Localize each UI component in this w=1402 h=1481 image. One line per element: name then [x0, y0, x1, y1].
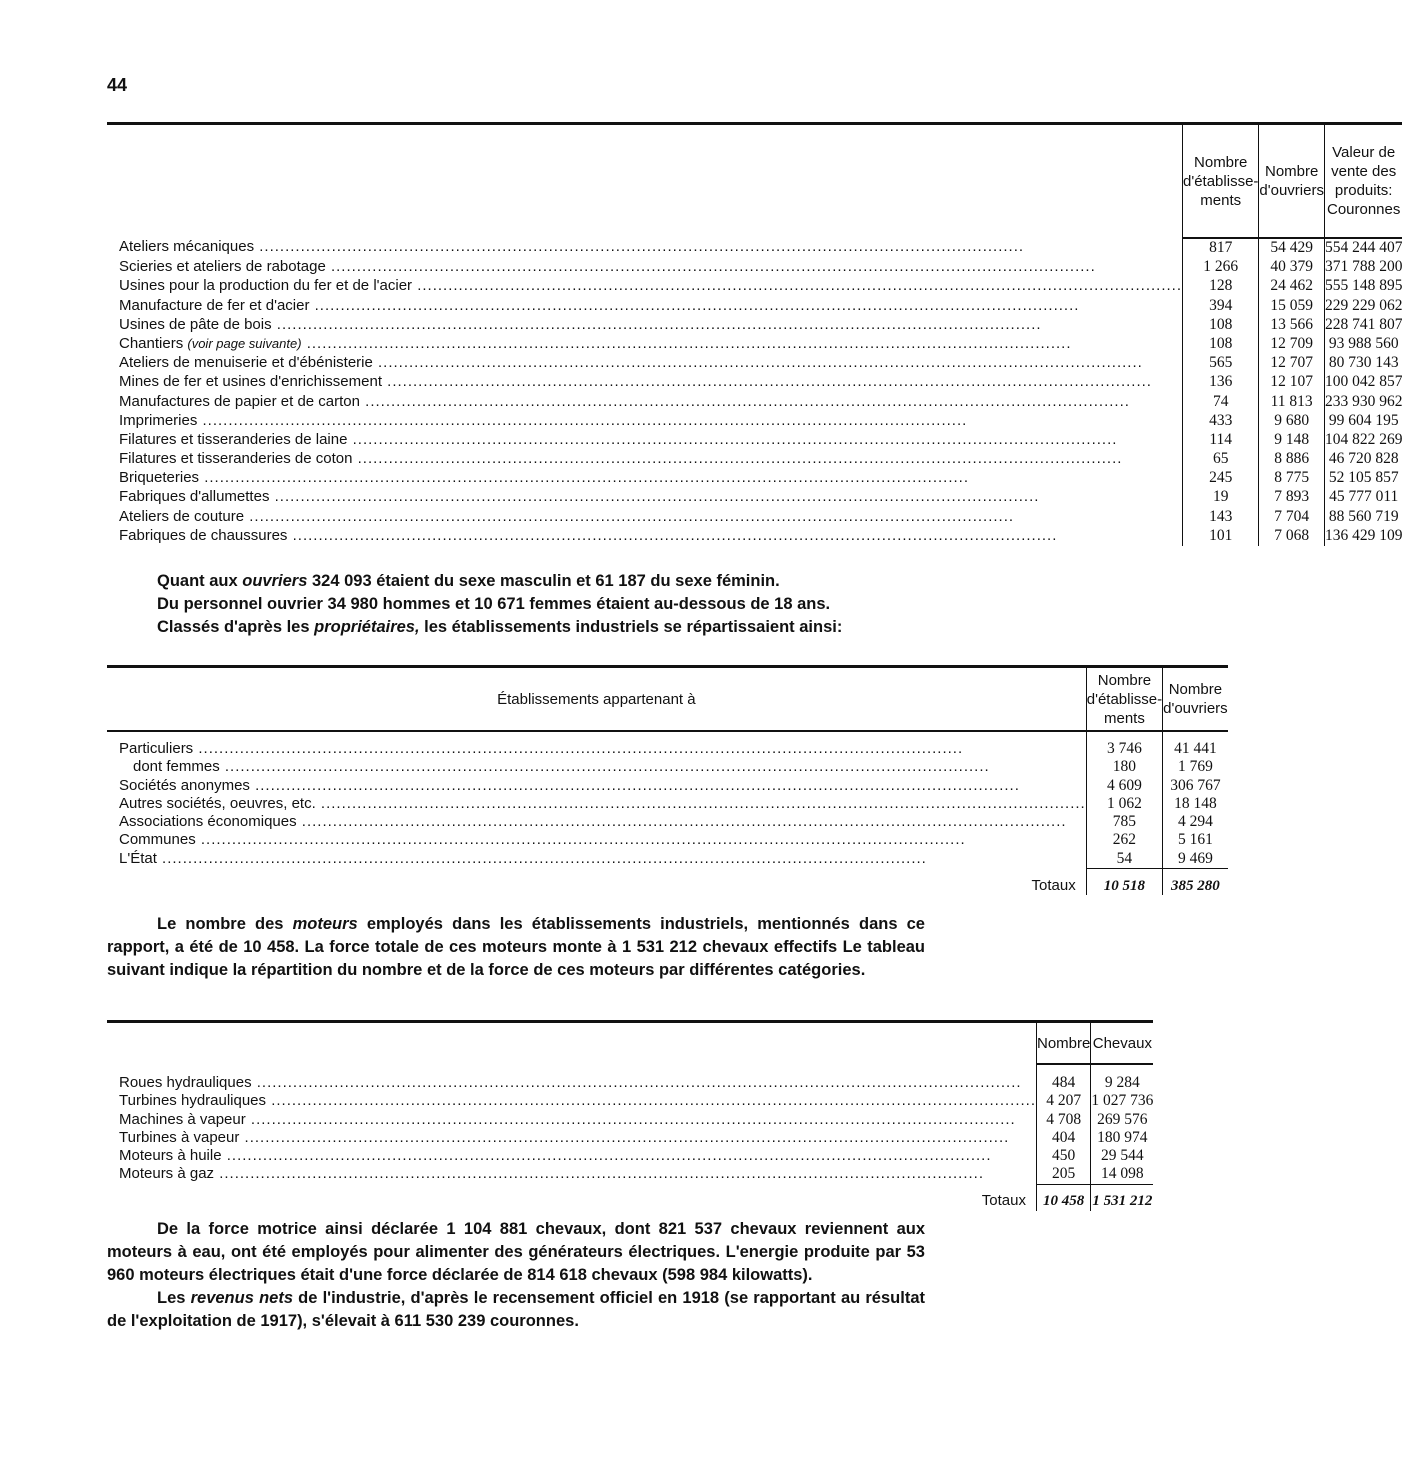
cell-c1: 565	[1183, 354, 1259, 373]
cell-c3: 228 741 807	[1324, 315, 1402, 333]
cell-c1: 143	[1183, 508, 1259, 527]
table-row	[107, 238, 1402, 258]
paragraph-motors: Le nombre des moteurs employés dans les établissements industriels, mentionnés dans ce rapport, a été de 10 458. La force totale de ces moteurs monte à 1 531 212 chevaux effectifs Le tableau suivant indique la répartition du nombre et de la force de ces moteurs par différentes catégories.	[107, 915, 925, 979]
row-label: Usines de pâte de bois .....	[107, 316, 1183, 335]
cell-c1: 74	[1183, 393, 1259, 412]
cell-c2: 11 813	[1259, 393, 1325, 412]
cell-c3: 80 730 143	[1328, 354, 1399, 372]
cell-c1: 136	[1183, 373, 1259, 392]
cell-c1: 101	[1183, 527, 1259, 546]
row-label: Chantiers (voir page suivante) .....	[107, 335, 1183, 354]
cell-c2: 7 068	[1259, 527, 1325, 546]
cell-c1: 54	[1086, 850, 1162, 869]
cell-c2: 41 441	[1174, 740, 1217, 757]
cell-c2: 180 974	[1097, 1128, 1148, 1146]
cell-c2: 8 886	[1259, 450, 1325, 469]
cell-c2: 9 469	[1177, 849, 1213, 867]
row-label: Associations économiques .....	[107, 813, 1086, 831]
row-label: Ateliers mécaniques .....	[107, 238, 1183, 258]
cell-c1: 433	[1183, 412, 1259, 431]
cell-c2: 15 059	[1259, 297, 1325, 316]
cell-c2: 7 704	[1259, 508, 1325, 527]
row-label: Fabriques de chaussures .....	[107, 527, 1183, 546]
cell-c2: 12 709	[1259, 335, 1325, 354]
paragraph-power: De la force motrice ainsi déclarée 1 104 881 chevaux, dont 821 537 chevaux reviennent aux moteurs à eau, ont été employés pour alimenter des générateurs électriques. L'energie produite par 53 960 moteurs électriques était d'une force déclarée de 814 618 chevaux (598 984 kilowatts). Les revenus nets de l'industrie, d'après le recensement officiel en 1918 (se rapportant au résultat de l'exploitation de 1917), s'élevait à 611 530 239 couronnes.	[107, 1218, 925, 1333]
row-label: Turbines hydrauliques .....	[107, 1092, 1037, 1110]
cell-c2: 54 429	[1259, 238, 1325, 258]
empty-header	[107, 1022, 1037, 1064]
page-number: 44	[107, 75, 128, 95]
cell-c1: 3 746	[1086, 740, 1162, 758]
cell-c2: 29 544	[1101, 1147, 1144, 1165]
row-label: Manufactures de papier et de carton .....	[107, 393, 1183, 412]
table-row	[107, 393, 1402, 412]
cell-c2: 9 284	[1104, 1074, 1140, 1091]
table-row	[107, 354, 1402, 373]
table-row	[107, 831, 1228, 849]
cell-c1: 128	[1183, 277, 1259, 296]
row-label: Imprimeries .....	[107, 412, 1183, 431]
table-row	[107, 508, 1402, 527]
header-count: Nombre	[1037, 1022, 1091, 1064]
cell-c2: 14 098	[1101, 1165, 1144, 1183]
cell-c1: 404	[1037, 1129, 1091, 1147]
row-label: Autres sociétés, oeuvres, etc. .....	[107, 795, 1086, 813]
row-label: Manufacture de fer et d'acier .....	[107, 297, 1183, 316]
row-label: Turbines à vapeur .....	[107, 1129, 1037, 1147]
cell-c1: 785	[1086, 813, 1162, 831]
totals-label: Totaux	[107, 877, 1086, 895]
cell-c3: 555 148 895	[1324, 277, 1402, 295]
cell-c2: 7 893	[1259, 488, 1325, 507]
cell-c1: 65	[1183, 450, 1259, 469]
header-establishments: Nombre d'établisse-ments	[1183, 124, 1259, 238]
row-label: Filatures et tisseranderies de coton .....	[107, 450, 1183, 469]
row-label: Ateliers de menuiserie et d'ébénisterie .....	[107, 354, 1183, 373]
cell-c3: 104 822 269	[1324, 430, 1402, 448]
cell-c1: 4 708	[1037, 1111, 1091, 1129]
table-row	[107, 740, 1228, 758]
cell-c2: 9 680	[1259, 412, 1325, 431]
cell-c2: 40 379	[1259, 258, 1325, 277]
table-row	[107, 412, 1402, 431]
row-label: Scieries et ateliers de rabotage .....	[107, 258, 1183, 277]
row-label: Briqueteries .....	[107, 469, 1183, 488]
table-row	[107, 1129, 1153, 1147]
cell-c1: 394	[1183, 297, 1259, 316]
table-row	[107, 795, 1228, 813]
paragraph-youth: Du personnel ouvrier 34 980 hommes et 10 671 femmes étaient au-dessous de 18 ans.	[157, 595, 831, 613]
cell-c1: 484	[1037, 1074, 1091, 1092]
total-workers: 385 280	[1171, 877, 1220, 894]
header-horsepower: Chevaux	[1092, 1034, 1152, 1052]
header-establishments: Nombre d'établisse-ments	[1086, 667, 1162, 731]
industry-table	[107, 122, 1402, 546]
totals-label: Totaux	[107, 1192, 1037, 1210]
cell-c2: 24 462	[1259, 277, 1325, 296]
table-row	[107, 373, 1402, 392]
row-note: (voir page suivante)	[187, 335, 302, 351]
row-label: Filatures et tisseranderies de laine .....	[107, 431, 1183, 450]
cell-c3: 88 560 719	[1328, 507, 1399, 525]
table-row	[107, 813, 1228, 831]
cell-c1: 1 062	[1086, 795, 1162, 813]
table-row	[107, 527, 1402, 546]
cell-c3: 93 988 560	[1328, 334, 1399, 352]
row-label: Particuliers .....	[107, 740, 1086, 758]
cell-c3: 136 429 109	[1324, 526, 1402, 544]
header-workers: Nombre d'ouvriers	[1163, 681, 1228, 717]
total-establishments: 10 518	[1086, 877, 1162, 895]
cell-c3: 99 604 195	[1328, 411, 1399, 429]
row-label: Mines de fer et usines d'enrichissement .....	[107, 373, 1183, 392]
cell-c1: 180	[1086, 758, 1162, 776]
cell-c3: 371 788 200	[1324, 258, 1402, 276]
table-row	[107, 316, 1402, 335]
row-label: Fabriques d'allumettes .....	[107, 488, 1183, 507]
totals-row	[107, 877, 1228, 895]
row-label: Roues hydrauliques .....	[107, 1074, 1037, 1092]
table-row	[107, 777, 1228, 795]
ownership-table	[107, 665, 1228, 895]
header-workers: Nombre d'ouvriers	[1259, 124, 1325, 238]
cell-c1: 450	[1037, 1147, 1091, 1165]
cell-c2: 9 148	[1259, 431, 1325, 450]
table-row	[107, 758, 1228, 776]
cell-c1: 4 207	[1037, 1092, 1091, 1110]
table-row	[107, 335, 1402, 354]
table-row	[107, 850, 1228, 869]
table-row	[107, 488, 1402, 507]
total-count: 10 458	[1037, 1192, 1091, 1210]
cell-c2: 18 148	[1174, 794, 1217, 812]
row-label: Moteurs à gaz .....	[107, 1165, 1037, 1184]
cell-c3: 46 720 828	[1328, 450, 1399, 468]
table-row	[107, 258, 1402, 277]
table-row	[107, 1111, 1153, 1129]
row-label: Machines à vapeur .....	[107, 1111, 1037, 1129]
cell-c2: 4 294	[1177, 813, 1213, 831]
paragraph-workers-sex: Quant aux ouvriers 324 093 étaient du sexe masculin et 61 187 du sexe féminin. Du personnel ouvrier 34 980 hommes et 10 671 femmes étaient au-dessous de 18 ans. Classés d'après les propriétaires, les établissements industriels se répartissaient ainsi:	[107, 570, 925, 639]
cell-c2: 269 576	[1097, 1110, 1148, 1128]
table-row	[107, 1165, 1153, 1184]
row-label: Sociétés anonymes .....	[107, 777, 1086, 795]
row-label: Ateliers de couture .....	[107, 508, 1183, 527]
row-label: L'État .....	[107, 850, 1086, 869]
cell-c1: 262	[1086, 831, 1162, 849]
totals-row	[107, 1192, 1153, 1210]
cell-c2: 1 027 736	[1091, 1092, 1154, 1110]
cell-c1: 1 266	[1183, 258, 1259, 277]
cell-c2: 12 707	[1259, 354, 1325, 373]
cell-c3: 229 229 062	[1324, 296, 1402, 314]
paragraph-revenue: Les revenus nets de l'industrie, d'après le recensement officiel en 1918 (se rapportant au résultat de l'exploitation de 1917), s'élevait à 611 530 239 couronnes.	[107, 1289, 925, 1330]
cell-c2: 13 566	[1259, 316, 1325, 335]
table-row	[107, 431, 1402, 450]
cell-c2: 1 769	[1177, 758, 1213, 776]
cell-c3: 554 244 407	[1324, 239, 1402, 256]
header-owner: Établissements appartenant à	[107, 667, 1086, 731]
cell-c2: 306 767	[1170, 776, 1221, 794]
table-row	[107, 277, 1402, 296]
total-horsepower: 1 531 212	[1092, 1193, 1153, 1210]
row-label: Moteurs à huile .....	[107, 1147, 1037, 1165]
cell-c1: 19	[1183, 488, 1259, 507]
table-row	[107, 469, 1402, 488]
cell-c3: 233 930 962	[1324, 392, 1402, 410]
table-row	[107, 450, 1402, 469]
cell-c3: 52 105 857	[1328, 469, 1399, 487]
cell-c1: 205	[1037, 1165, 1091, 1184]
cell-c1: 245	[1183, 469, 1259, 488]
cell-c2: 8 775	[1259, 469, 1325, 488]
row-label: Communes .....	[107, 831, 1086, 849]
table-row	[107, 1147, 1153, 1165]
cell-c1: 108	[1183, 335, 1259, 354]
row-label: dont femmes .....	[107, 758, 1086, 776]
row-label: Usines pour la production du fer et de l'acier .....	[107, 277, 1183, 296]
table-row	[107, 1092, 1153, 1110]
cell-c1: 108	[1183, 316, 1259, 335]
cell-c2: 5 161	[1177, 831, 1213, 849]
empty-header	[107, 124, 1183, 238]
cell-c2: 12 107	[1259, 373, 1325, 392]
cell-c3: 45 777 011	[1329, 488, 1399, 506]
table-row	[107, 297, 1402, 316]
cell-c3: 100 042 857	[1324, 373, 1402, 391]
header-sales-value: Valeur de vente des produits: Couronnes	[1326, 144, 1401, 218]
cell-c1: 817	[1183, 238, 1259, 258]
cell-c1: 4 609	[1086, 777, 1162, 795]
table-row	[107, 1074, 1153, 1092]
motors-table	[107, 1020, 1153, 1211]
cell-c1: 114	[1183, 431, 1259, 450]
